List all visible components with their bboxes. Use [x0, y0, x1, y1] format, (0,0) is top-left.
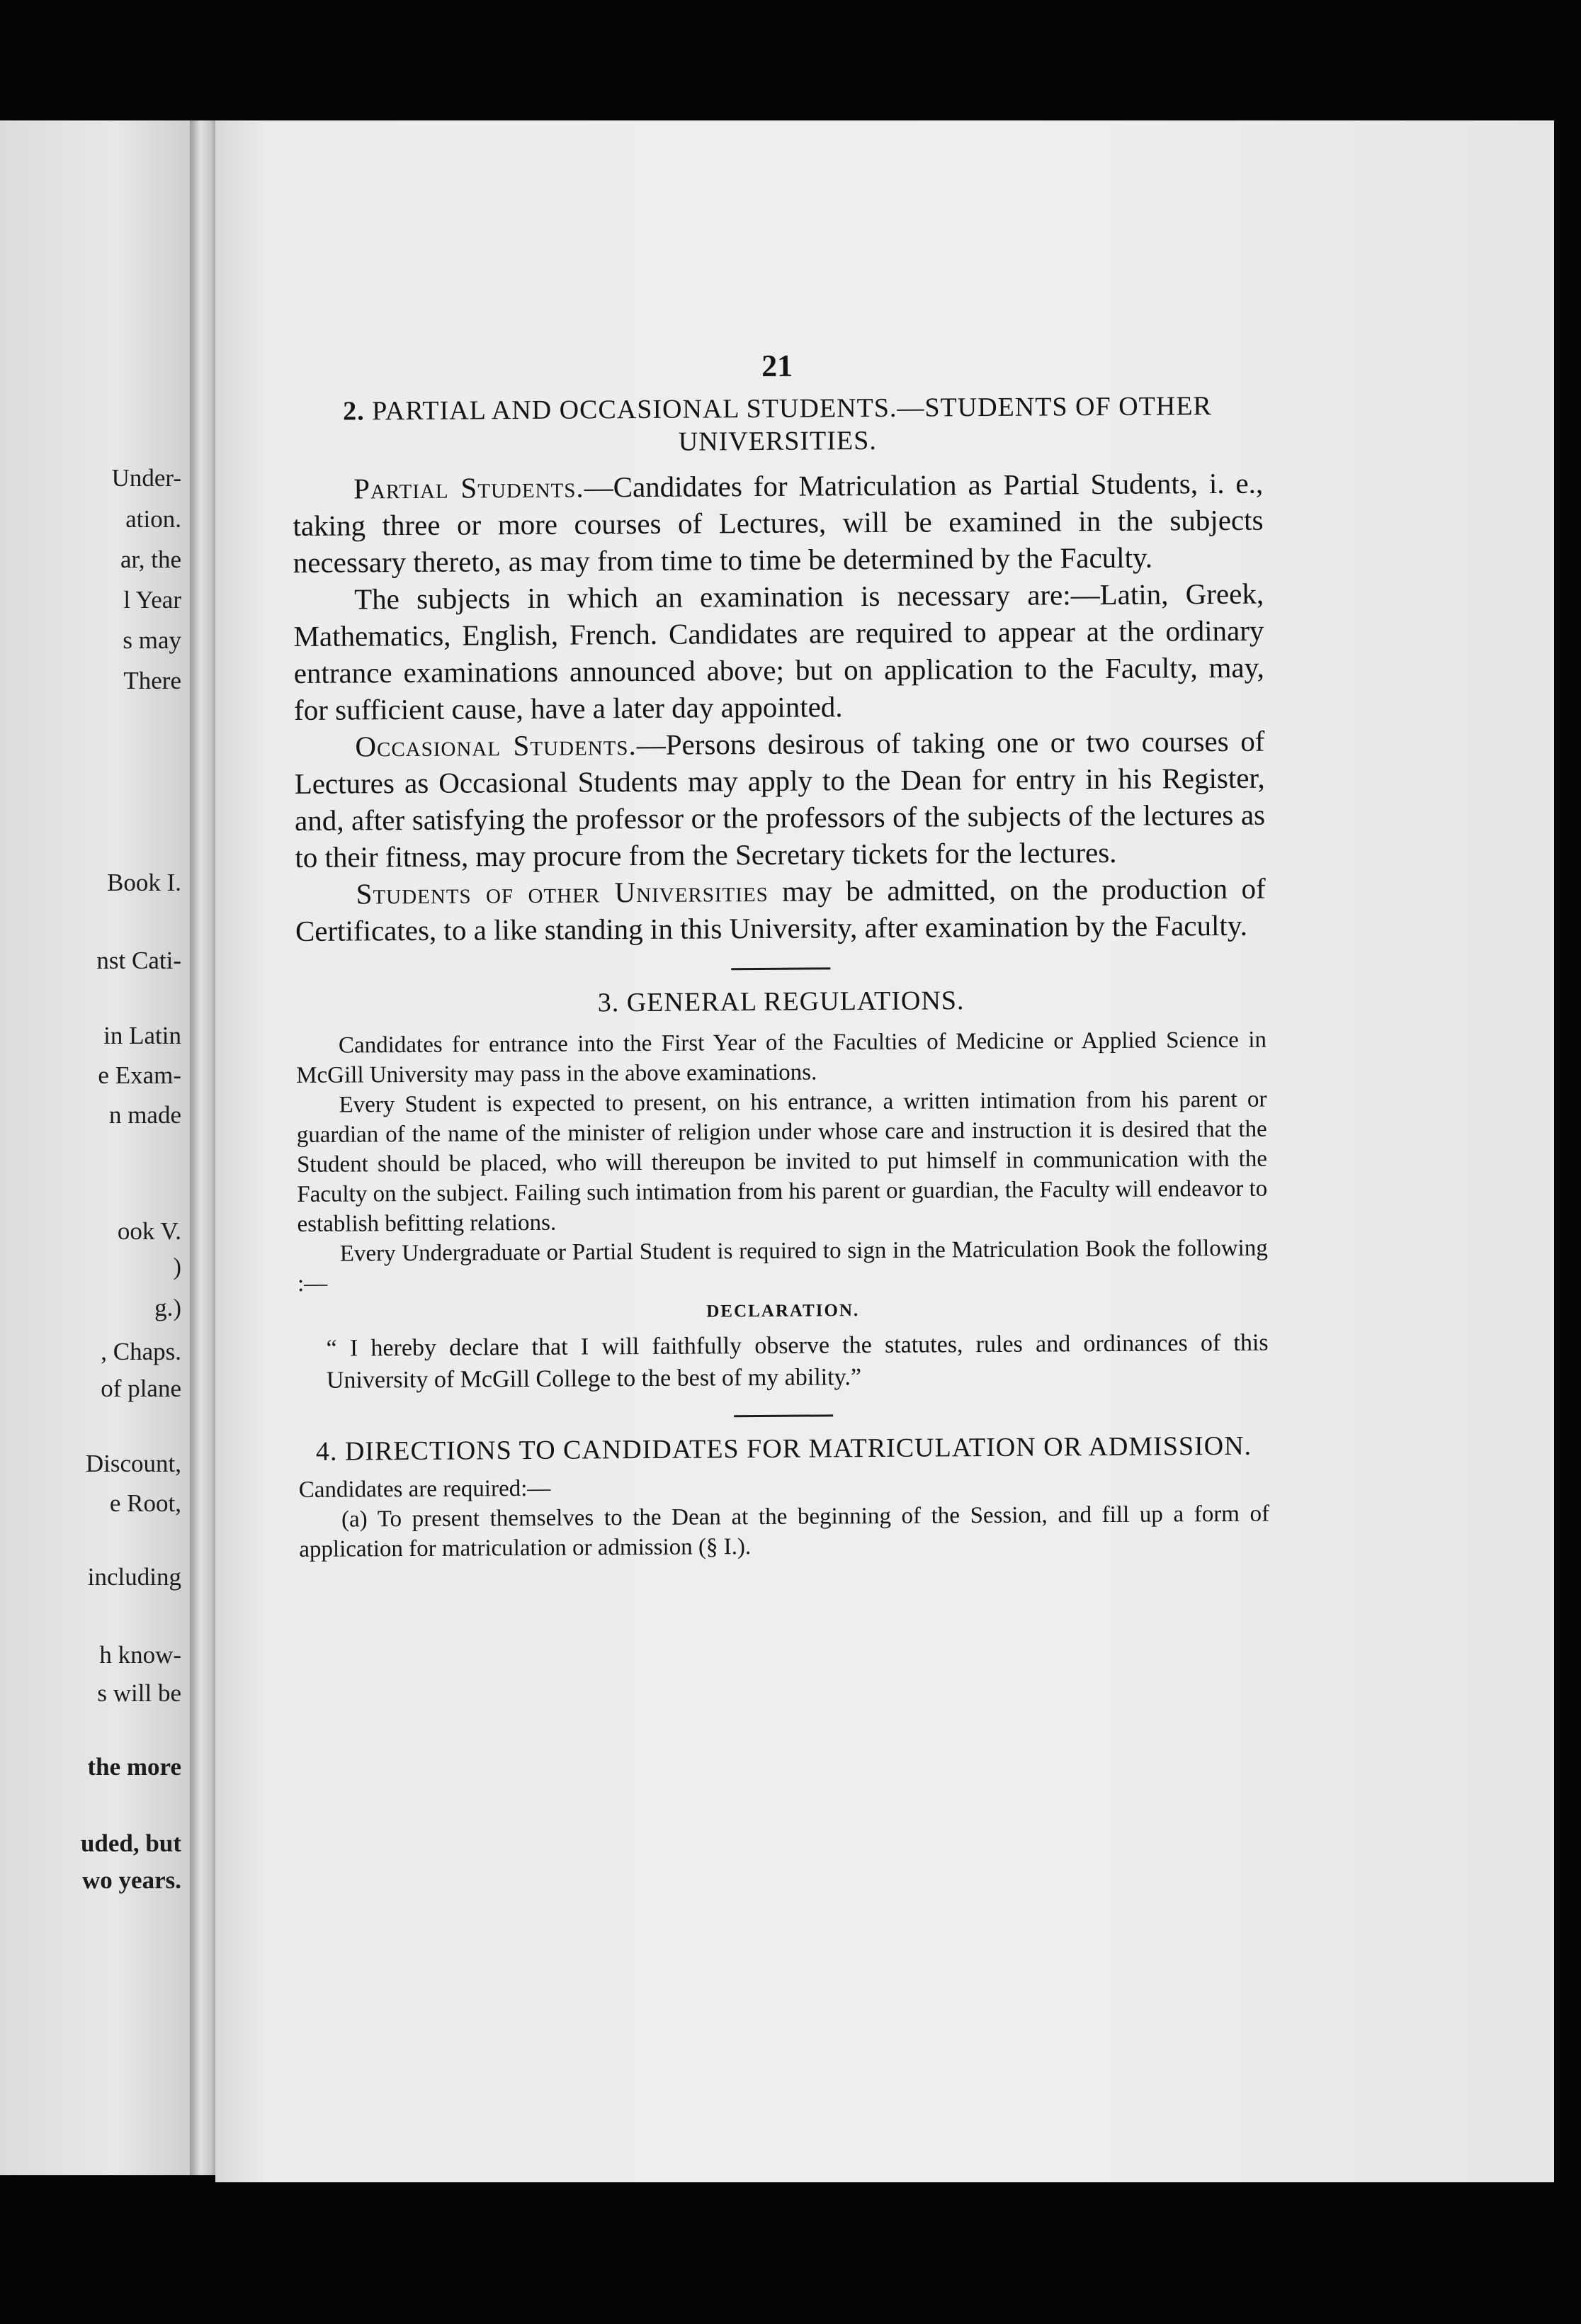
section-2-heading — [292, 390, 1263, 461]
left-page-line: ar, the — [120, 546, 181, 573]
declaration-text: “ I hereby declare that I will faithfully observe the statutes, rules and ordinances of this University of McGill College to the best of my ability.” — [326, 1329, 1269, 1394]
page-21 — [215, 120, 1554, 2182]
left-page-line: e Root, — [109, 1489, 181, 1517]
other-universities-text: may be admitted, on the production of Certificates, to a like standing in this University, after examination by the Faculty. — [295, 872, 1266, 947]
subjects-paragraph: The subjects in which an examination is necessary are:—Latin, Greek, Mathematics, English, French. Candidates are required to appear at the ordinary entrance examinations announced above; but on application to the Faculty, may, for sufficient cause, have a later day appointed. — [293, 577, 1264, 726]
left-page-line: s may — [123, 626, 181, 654]
left-page-line: of plane — [101, 1375, 181, 1402]
section-4-heading: 4. DIRECTIONS TO CANDIDATES FOR MATRICULATION OR ADMISSION. — [315, 1431, 1252, 1467]
other-universities-label: Students of other Universities — [356, 874, 769, 910]
direction-item-a: (a) To present themselves to the Dean at the beginning of the Session, and fill up a form of application for matriculation or admission (§ I.). — [299, 1501, 1270, 1562]
occasional-students-text: —Persons desirous of taking one or two courses of Lectures as Occasional Students may apply to the Dean for entry in his Register, and, after satisfying the professor or the professors of the subjects of the lectures as to their fitness, may procure from the Secretary tickets for the lectures. — [294, 724, 1266, 874]
left-page-line: There — [123, 667, 181, 694]
left-page-line: nst Cati- — [96, 947, 181, 974]
left-page-line: wo years. — [82, 1866, 181, 1894]
section-divider — [734, 1414, 833, 1417]
left-page-line: n made — [108, 1101, 181, 1129]
left-page-line: Discount, — [85, 1450, 181, 1477]
left-page-line: g.) — [154, 1294, 181, 1321]
left-page-line: e Exam- — [98, 1061, 181, 1089]
left-page-line: including — [87, 1563, 181, 1591]
occasional-students-paragraph — [294, 723, 1265, 876]
left-page-line: , Chaps. — [101, 1338, 181, 1365]
book-gutter — [190, 120, 215, 2175]
left-page-line: h know- — [99, 1641, 181, 1669]
left-page-line: in Latin — [103, 1022, 181, 1049]
left-page-line: Under- — [111, 464, 181, 492]
general-regulations-paragraph-1: Candidates for entrance into the First Year of the Faculties of Medicine or Applied Science in McGill University may pass in the above examinations. — [296, 1027, 1267, 1088]
other-universities-paragraph — [295, 870, 1266, 949]
left-page-line: ook V. — [117, 1217, 181, 1245]
left-page-line: Book I. — [107, 869, 181, 896]
left-page-line: s will be — [97, 1679, 181, 1707]
partial-students-label: Partial Students. — [353, 470, 584, 505]
section-3-heading: 3. GENERAL REGULATIONS. — [597, 986, 965, 1018]
left-page-line: ation. — [125, 505, 181, 533]
partial-students-paragraph — [293, 465, 1264, 581]
general-regulations-paragraph-3: Every Undergraduate or Partial Student is required to sign in the Matriculation Book the following :— — [297, 1235, 1268, 1297]
general-regulations-paragraph-2: Every Student is expected to present, on his entrance, a written intimation from his parent or guardian of the name of the minister of religion under whose care and instruction it is desired that the Student should be placed, who will thereupon be invited to put himself in communication with the Faculty on the subject. Failing such intimation from his parent or guardian, the Faculty will endeavor to establish befitting relations. — [296, 1086, 1268, 1237]
occasional-students-label: Occasional Students. — [355, 728, 637, 763]
page-number: 21 — [761, 348, 793, 383]
left-page-line: l Year — [123, 586, 181, 614]
partial-students-text: —Candidates for Matriculation as Partial Students, i. e., taking three or more courses of Lectures, will be examined in the subjects necessary thereto, as may from time to time be determined by the Faculty. — [293, 466, 1264, 579]
left-facing-page — [0, 120, 190, 2175]
candidates-required-intro: Candidates are required:— — [298, 1475, 551, 1503]
declaration-title: DECLARATION. — [706, 1301, 860, 1321]
section-2-number: 2. — [343, 396, 365, 427]
section-2-title: PARTIAL AND OCCASIONAL STUDENTS.—STUDENTS OF OTHER UNIVERSITIES. — [372, 391, 1212, 457]
left-page-line: the more — [87, 1753, 181, 1781]
section-divider — [731, 967, 830, 970]
page-content — [292, 345, 1269, 1564]
left-page-line: uded, but — [80, 1829, 181, 1857]
left-page-line: ) — [173, 1253, 181, 1280]
